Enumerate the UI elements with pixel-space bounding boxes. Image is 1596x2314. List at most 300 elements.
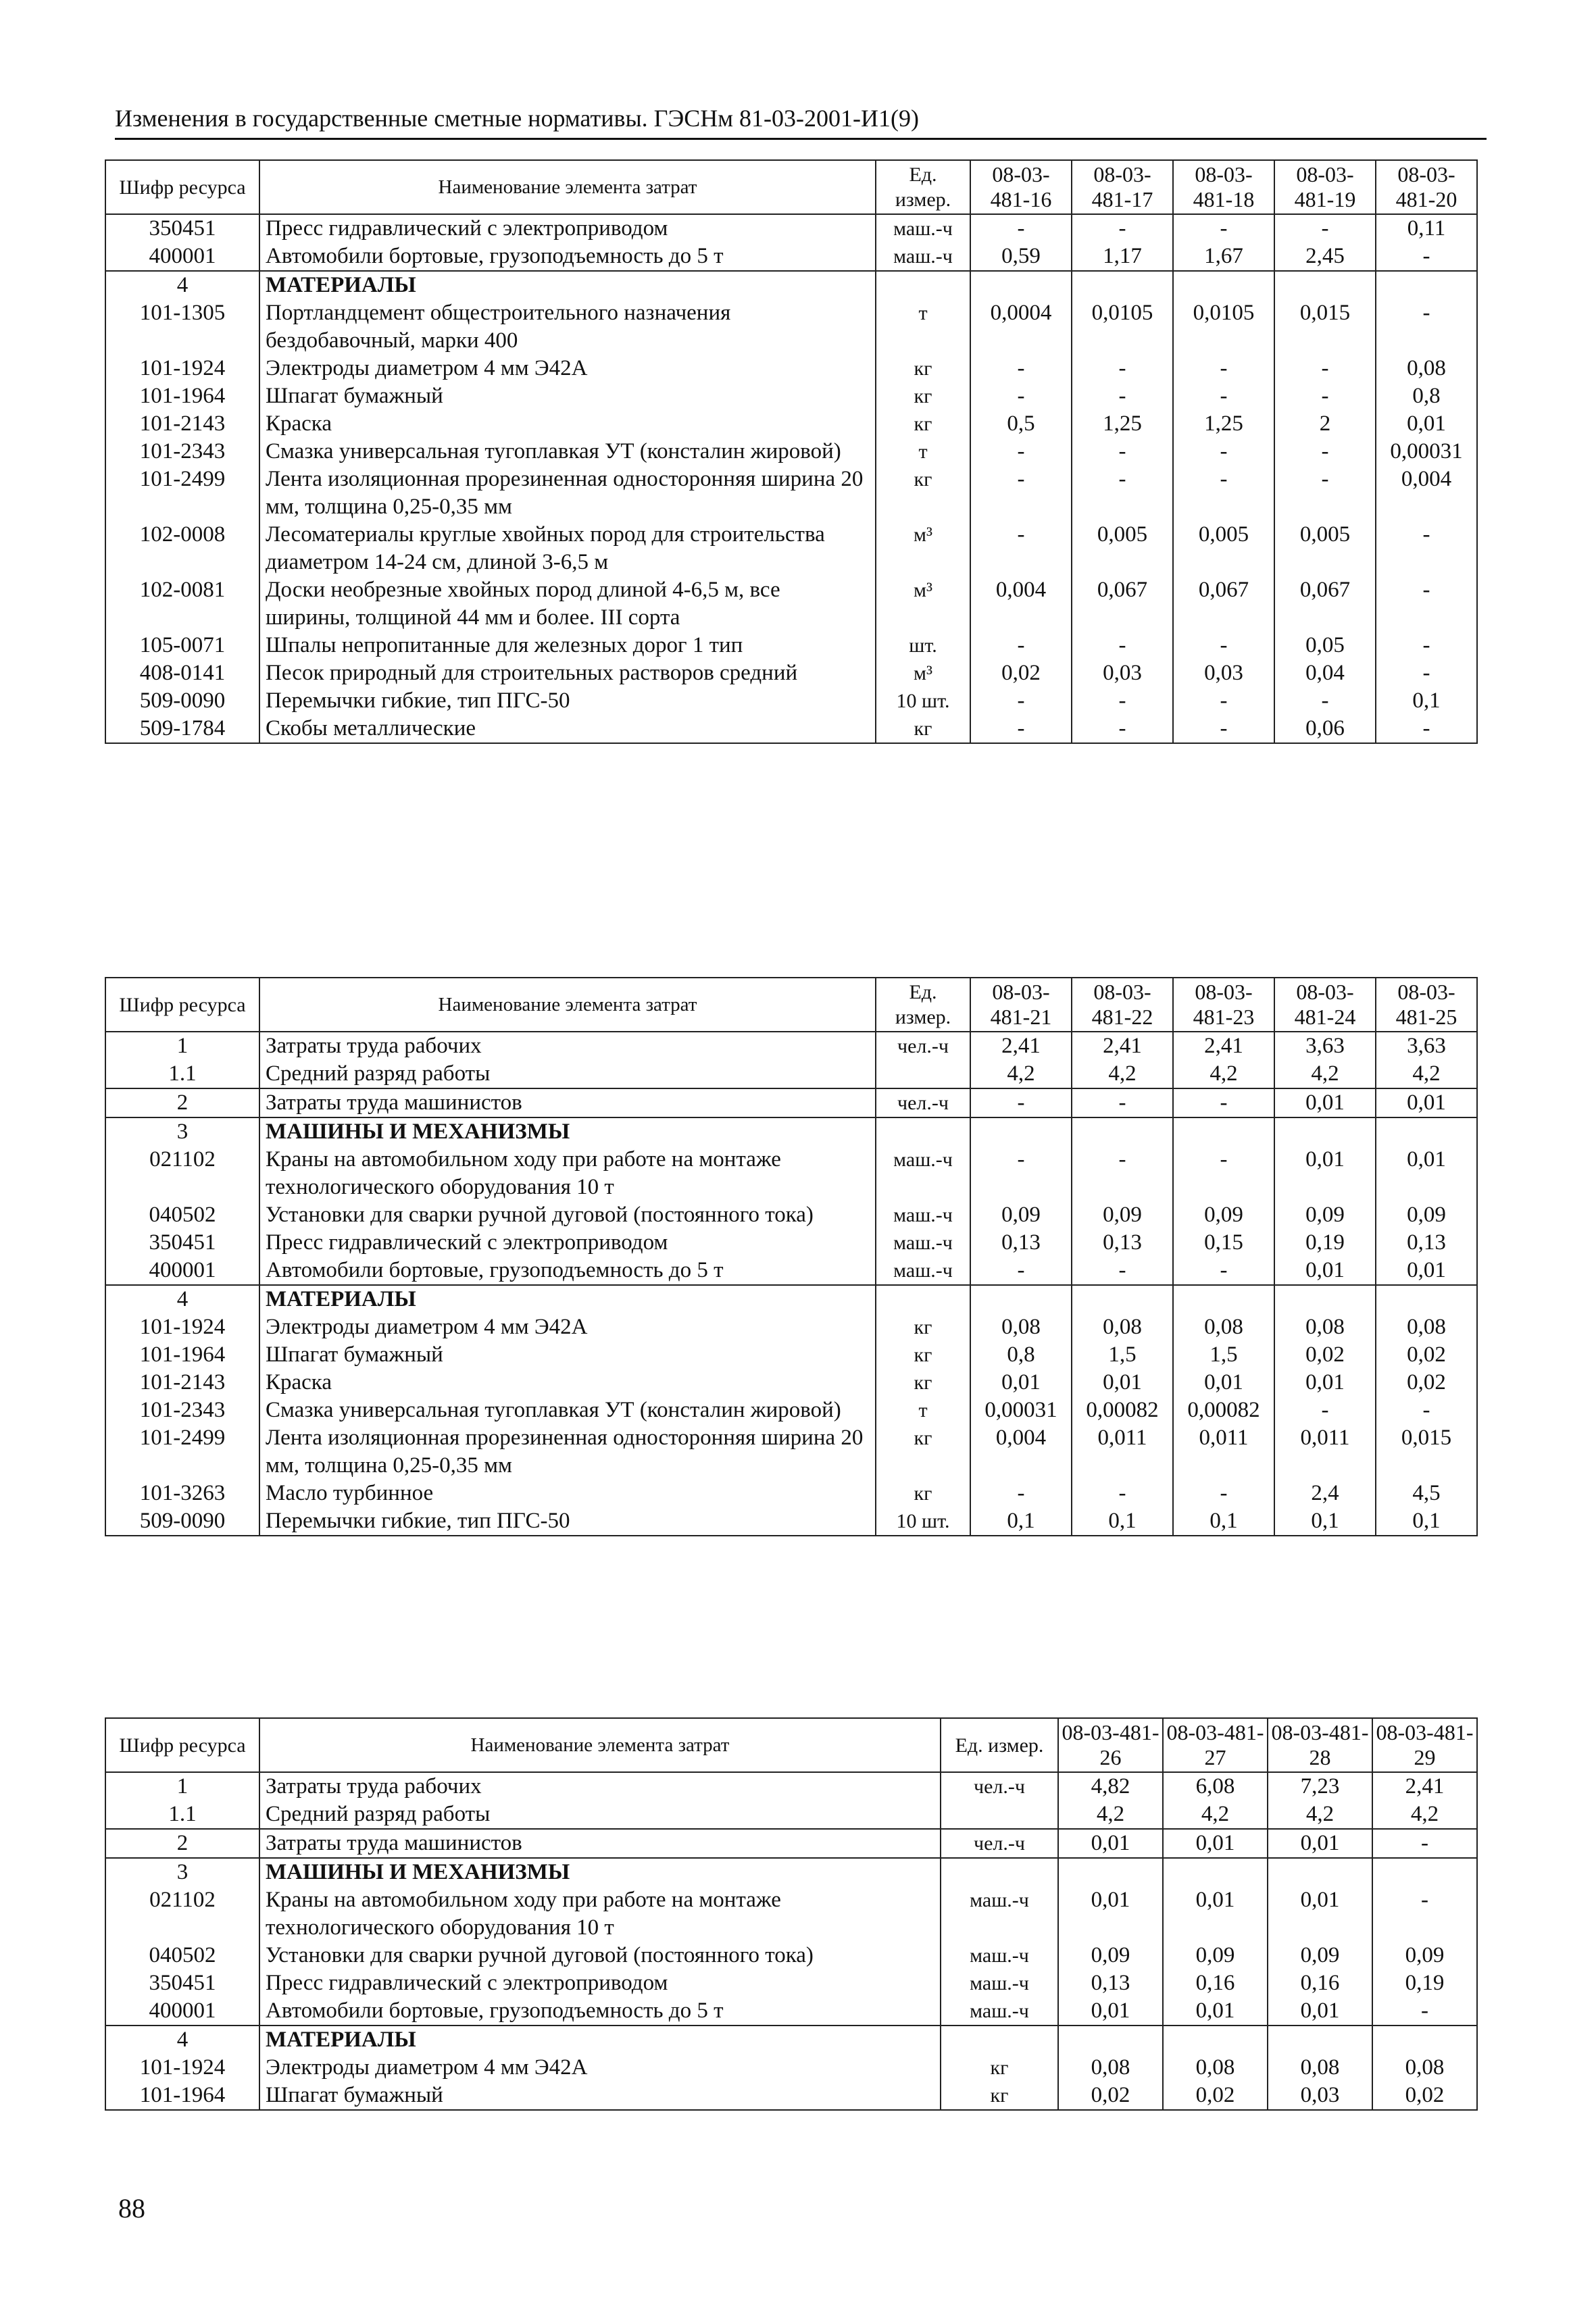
header-norm-code: 08-03-481-19: [1274, 160, 1376, 214]
norm-value: -: [1173, 1146, 1274, 1201]
norm-value: 0,11: [1376, 214, 1477, 243]
resource-table-3: [105, 1717, 1478, 2111]
unit: маш.-ч: [941, 1886, 1058, 1942]
norm-value: [1173, 1117, 1274, 1146]
norm-value: 0,16: [1268, 1969, 1372, 1997]
norm-value: -: [1173, 1257, 1274, 1285]
section-title: МАТЕРИАЛЫ: [259, 1285, 876, 1313]
norm-value: 0,01: [1163, 1829, 1268, 1858]
unit: [876, 1285, 970, 1313]
resource-code: 2: [105, 1088, 259, 1117]
unit: кг: [876, 1424, 970, 1480]
element-name: Пресс гидравлический с электроприводом: [259, 214, 876, 243]
resource-code: 509-0090: [105, 1507, 259, 1536]
norm-value: -: [1372, 1997, 1477, 2026]
norm-value: 0,13: [1376, 1229, 1477, 1257]
unit: кг: [876, 355, 970, 382]
norm-value: 0,004: [1376, 466, 1477, 521]
element-name: Шпагат бумажный: [259, 382, 876, 410]
norm-value: 0,03: [1072, 659, 1173, 687]
norm-value: -: [970, 466, 1072, 521]
norm-value: 0,004: [970, 576, 1072, 632]
norm-value: 0,005: [1274, 521, 1376, 576]
element-name: Средний разряд работы: [259, 1801, 941, 1829]
element-name: Средний разряд работы: [259, 1060, 876, 1088]
table-row: [105, 214, 1477, 243]
table-row: [105, 1229, 1477, 1257]
table-row: [105, 382, 1477, 410]
resource-code: 2: [105, 1829, 259, 1858]
norm-value: 2,41: [1173, 1032, 1274, 1060]
norm-value: 0,011: [1173, 1424, 1274, 1480]
unit: кг: [876, 1480, 970, 1507]
header-norm-code: 08-03-481-21: [970, 978, 1072, 1032]
unit: кг: [876, 466, 970, 521]
norm-value: 0,02: [1058, 2082, 1163, 2110]
norm-value: -: [1072, 214, 1173, 243]
table-row: [105, 1032, 1477, 1060]
norm-value: [1072, 1117, 1173, 1146]
norm-value: -: [970, 1088, 1072, 1117]
norm-value: 0,8: [1376, 382, 1477, 410]
norm-value: -: [1072, 687, 1173, 715]
norm-value: 0,09: [1274, 1201, 1376, 1229]
header-norm-code: 08-03-481-27: [1163, 1718, 1268, 1772]
norm-value: -: [1072, 355, 1173, 382]
norm-value: 0,015: [1274, 299, 1376, 355]
norm-value: [970, 1117, 1072, 1146]
header-norm-code: 08-03-481-16: [970, 160, 1072, 214]
header-unit: Ед. измер.: [876, 978, 970, 1032]
norm-value: 0,13: [1058, 1969, 1163, 1997]
norm-value: -: [970, 715, 1072, 743]
table-row: [105, 466, 1477, 521]
unit: м³: [876, 576, 970, 632]
resource-code: 408-0141: [105, 659, 259, 687]
element-name: Перемычки гибкие, тип ПГС-50: [259, 1507, 876, 1536]
resource-code: 101-2143: [105, 410, 259, 438]
element-name: Скобы металлические: [259, 715, 876, 743]
element-name: Краны на автомобильном ходу при работе на монтаже технологического оборудования 10 т: [259, 1146, 876, 1201]
norm-value: 0,01: [1376, 1257, 1477, 1285]
norm-value: 0,08: [1376, 1313, 1477, 1341]
norm-value: -: [1274, 1397, 1376, 1424]
unit: [876, 1060, 970, 1088]
table-row: [105, 659, 1477, 687]
norm-value: 0,5: [970, 410, 1072, 438]
resource-code: 4: [105, 271, 259, 299]
norm-value: 0,09: [1376, 1201, 1477, 1229]
norm-value: 0,15: [1173, 1229, 1274, 1257]
norm-value: -: [970, 1480, 1072, 1507]
norm-value: -: [1274, 438, 1376, 466]
resource-code: 3: [105, 1858, 259, 1886]
element-name: Лента изоляционная прорезиненная односторонняя ширина 20 мм, толщина 0,25-0,35 мм: [259, 1424, 876, 1480]
norm-value: [1274, 1285, 1376, 1313]
norm-value: 0,1: [1173, 1507, 1274, 1536]
table-row: [105, 1146, 1477, 1201]
unit: маш.-ч: [876, 1146, 970, 1201]
norm-value: [1058, 1858, 1163, 1886]
header-norm-code: 08-03-481-20: [1376, 160, 1477, 214]
norm-value: 0,0105: [1173, 299, 1274, 355]
element-name: Пресс гидравлический с электроприводом: [259, 1229, 876, 1257]
norm-value: [1274, 271, 1376, 299]
norm-value: 2: [1274, 410, 1376, 438]
norm-value: -: [1173, 632, 1274, 659]
table-row: [105, 438, 1477, 466]
norm-value: 0,01: [1376, 1088, 1477, 1117]
norm-value: 0,13: [970, 1229, 1072, 1257]
norm-value: 0,1: [970, 1507, 1072, 1536]
unit: м³: [876, 521, 970, 576]
header-resource-code: Шифр ресурса: [105, 160, 259, 214]
table-row: [105, 1942, 1477, 1969]
norm-value: -: [1372, 1829, 1477, 1858]
element-name: Затраты труда машинистов: [259, 1829, 941, 1858]
element-name: Песок природный для строительных растворов средний: [259, 659, 876, 687]
section-title: МАШИНЫ И МЕХАНИЗМЫ: [259, 1858, 941, 1886]
norm-value: -: [1072, 632, 1173, 659]
resource-code: 101-1964: [105, 2082, 259, 2110]
resource-code: 4: [105, 1285, 259, 1313]
element-name: Краска: [259, 410, 876, 438]
norm-value: 1,25: [1173, 410, 1274, 438]
element-name: Затраты труда машинистов: [259, 1088, 876, 1117]
unit: маш.-ч: [941, 1969, 1058, 1997]
norm-value: 0,02: [1376, 1369, 1477, 1397]
norm-value: 3,63: [1274, 1032, 1376, 1060]
table-row: [105, 1801, 1477, 1829]
norm-value: 0,01: [1163, 1997, 1268, 2026]
table-row: [105, 632, 1477, 659]
norm-value: 0,08: [1268, 2054, 1372, 2082]
norm-value: [1376, 1285, 1477, 1313]
table-row: [105, 355, 1477, 382]
resource-code: 400001: [105, 243, 259, 271]
norm-value: 0,09: [1163, 1942, 1268, 1969]
norm-value: 4,2: [1072, 1060, 1173, 1088]
norm-value: -: [970, 687, 1072, 715]
header-norm-code: 08-03-481-18: [1173, 160, 1274, 214]
norm-value: 0,01: [1072, 1369, 1173, 1397]
unit: кг: [876, 1369, 970, 1397]
table-row: [105, 1772, 1477, 1801]
element-name: Затраты труда рабочих: [259, 1772, 941, 1801]
unit: кг: [876, 1313, 970, 1341]
header-element-name: Наименование элемента затрат: [259, 978, 876, 1032]
norm-value: 0,01: [1274, 1088, 1376, 1117]
section-row: [105, 2026, 1477, 2054]
norm-value: 0,1: [1274, 1507, 1376, 1536]
norm-value: -: [1173, 1480, 1274, 1507]
norm-value: 0,08: [1372, 2054, 1477, 2082]
norm-value: 2,41: [1072, 1032, 1173, 1060]
resource-code: 350451: [105, 1229, 259, 1257]
norm-value: -: [1173, 355, 1274, 382]
norm-value: 0,19: [1274, 1229, 1376, 1257]
table-header-row: [105, 160, 1477, 214]
norm-value: 0,1: [1376, 1507, 1477, 1536]
table-row: [105, 1886, 1477, 1942]
norm-value: -: [1072, 382, 1173, 410]
norm-value: [1268, 2026, 1372, 2054]
table-row: [105, 521, 1477, 576]
unit: кг: [876, 715, 970, 743]
norm-value: [1372, 1858, 1477, 1886]
header-norm-code: 08-03-481-29: [1372, 1718, 1477, 1772]
norm-value: -: [1072, 715, 1173, 743]
resource-code: 102-0008: [105, 521, 259, 576]
header-norm-code: 08-03-481-28: [1268, 1718, 1372, 1772]
norm-value: 0,02: [1274, 1341, 1376, 1369]
norm-value: -: [1173, 466, 1274, 521]
norm-value: 0,13: [1072, 1229, 1173, 1257]
norm-value: -: [970, 438, 1072, 466]
resource-code: 101-1964: [105, 382, 259, 410]
table-row: [105, 576, 1477, 632]
norm-value: [1163, 2026, 1268, 2054]
norm-value: -: [1072, 466, 1173, 521]
norm-value: 1,5: [1173, 1341, 1274, 1369]
norm-value: 3,63: [1376, 1032, 1477, 1060]
resource-table-2: [105, 977, 1478, 1536]
norm-value: -: [1372, 1886, 1477, 1942]
norm-value: 0,011: [1072, 1424, 1173, 1480]
norm-value: 0,01: [1058, 1886, 1163, 1942]
page-header-title: Изменения в государственные сметные нормативы. ГЭСНм 81-03-2001-И1(9): [115, 105, 919, 132]
element-name: Доски необрезные хвойных пород длиной 4-6,5 м, все ширины, толщиной 44 мм и более. III сорта: [259, 576, 876, 632]
norm-value: -: [1376, 576, 1477, 632]
resource-code: 400001: [105, 1997, 259, 2026]
unit: [876, 271, 970, 299]
unit: 10 шт.: [876, 687, 970, 715]
unit: кг: [941, 2054, 1058, 2082]
norm-value: 0,09: [1372, 1942, 1477, 1969]
resource-code: 350451: [105, 1969, 259, 1997]
norm-value: [1173, 1285, 1274, 1313]
element-name: Портландцемент общестроительного назначения бездобавочный, марки 400: [259, 299, 876, 355]
header-element-name: Наименование элемента затрат: [259, 1718, 941, 1772]
resource-code: 1.1: [105, 1060, 259, 1088]
resource-code: 101-2343: [105, 438, 259, 466]
norm-value: 0,05: [1274, 632, 1376, 659]
norm-value: 0,08: [1058, 2054, 1163, 2082]
norm-value: 4,2: [1163, 1801, 1268, 1829]
resource-code: 040502: [105, 1942, 259, 1969]
element-name: Автомобили бортовые, грузоподъемность до 5 т: [259, 243, 876, 271]
resource-code: 1: [105, 1032, 259, 1060]
norm-value: -: [1376, 243, 1477, 271]
table-header-row: [105, 978, 1477, 1032]
resource-code: 101-3263: [105, 1480, 259, 1507]
norm-value: 4,82: [1058, 1772, 1163, 1801]
unit: маш.-ч: [876, 214, 970, 243]
unit: маш.-ч: [876, 243, 970, 271]
unit: чел.-ч: [941, 1829, 1058, 1858]
table-row: [105, 1969, 1477, 1997]
norm-value: 7,23: [1268, 1772, 1372, 1801]
norm-value: -: [1173, 438, 1274, 466]
section-title: МАТЕРИАЛЫ: [259, 271, 876, 299]
norm-value: 0,02: [970, 659, 1072, 687]
norm-value: 0,06: [1274, 715, 1376, 743]
resource-code: 101-2343: [105, 1397, 259, 1424]
norm-value: 0,04: [1274, 659, 1376, 687]
norm-value: -: [970, 214, 1072, 243]
norm-value: 0,08: [970, 1313, 1072, 1341]
page-number: 88: [118, 2193, 145, 2223]
norm-value: -: [1173, 214, 1274, 243]
resource-code: 101-1924: [105, 1313, 259, 1341]
norm-value: 0,01: [1274, 1257, 1376, 1285]
norm-value: 0,02: [1376, 1341, 1477, 1369]
norm-value: 0,015: [1376, 1424, 1477, 1480]
unit: [941, 1858, 1058, 1886]
element-name: Автомобили бортовые, грузоподъемность до 5 т: [259, 1997, 941, 2026]
element-name: Затраты труда рабочих: [259, 1032, 876, 1060]
norm-value: [1376, 271, 1477, 299]
element-name: Электроды диаметром 4 мм Э42А: [259, 2054, 941, 2082]
element-name: Шпалы непропитанные для железных дорог 1 тип: [259, 632, 876, 659]
norm-value: -: [1072, 1146, 1173, 1201]
norm-value: 4,2: [970, 1060, 1072, 1088]
section-row: [105, 1858, 1477, 1886]
norm-value: -: [1173, 382, 1274, 410]
norm-value: 0,01: [1058, 1997, 1163, 2026]
element-name: Лесоматериалы круглые хвойных пород для строительства диаметром 14-24 см, длиной 3-6,5 м: [259, 521, 876, 576]
norm-value: 0,01: [1376, 1146, 1477, 1201]
table-row: [105, 1480, 1477, 1507]
norm-value: 0,08: [1274, 1313, 1376, 1341]
header-element-name: Наименование элемента затрат: [259, 160, 876, 214]
resource-code: 102-0081: [105, 576, 259, 632]
header-norm-code: 08-03-481-26: [1058, 1718, 1163, 1772]
resource-code: 040502: [105, 1201, 259, 1229]
element-name: Лента изоляционная прорезиненная односторонняя ширина 20 мм, толщина 0,25-0,35 мм: [259, 466, 876, 521]
norm-value: 0,03: [1268, 2082, 1372, 2110]
norm-value: -: [1376, 659, 1477, 687]
header-unit: Ед. измер.: [941, 1718, 1058, 1772]
unit: 10 шт.: [876, 1507, 970, 1536]
norm-value: 2,4: [1274, 1480, 1376, 1507]
norm-value: 0,01: [1268, 1886, 1372, 1942]
unit: чел.-ч: [876, 1032, 970, 1060]
norm-value: [1058, 2026, 1163, 2054]
element-name: Установки для сварки ручной дуговой (постоянного тока): [259, 1942, 941, 1969]
norm-value: 0,067: [1274, 576, 1376, 632]
section-title: МАТЕРИАЛЫ: [259, 2026, 941, 2054]
norm-value: -: [1173, 687, 1274, 715]
norm-value: 0,16: [1163, 1969, 1268, 1997]
norm-value: 0,005: [1173, 521, 1274, 576]
norm-value: 0,09: [1072, 1201, 1173, 1229]
resource-code: 101-1924: [105, 2054, 259, 2082]
unit: т: [876, 299, 970, 355]
table-row: [105, 410, 1477, 438]
header-norm-code: 08-03-481-17: [1072, 160, 1173, 214]
resource-code: 3: [105, 1117, 259, 1146]
norm-value: 0,1: [1072, 1507, 1173, 1536]
resource-code: 021102: [105, 1146, 259, 1201]
norm-value: 0,067: [1072, 576, 1173, 632]
norm-value: 0,0105: [1072, 299, 1173, 355]
resource-code: 509-0090: [105, 687, 259, 715]
norm-value: 4,2: [1376, 1060, 1477, 1088]
table-row: [105, 1829, 1477, 1858]
table-row: [105, 687, 1477, 715]
unit: м³: [876, 659, 970, 687]
table-row: [105, 1201, 1477, 1229]
unit: кг: [941, 2082, 1058, 2110]
table-row: [105, 1369, 1477, 1397]
table-row: [105, 1341, 1477, 1369]
norm-value: -: [1376, 632, 1477, 659]
unit: маш.-ч: [876, 1201, 970, 1229]
norm-value: 0,19: [1372, 1969, 1477, 1997]
norm-value: [970, 1285, 1072, 1313]
table-row: [105, 2082, 1477, 2110]
unit: маш.-ч: [876, 1257, 970, 1285]
norm-value: 0,08: [1376, 355, 1477, 382]
norm-value: 1,17: [1072, 243, 1173, 271]
norm-value: [1072, 271, 1173, 299]
norm-value: 0,08: [1173, 1313, 1274, 1341]
norm-value: 0,005: [1072, 521, 1173, 576]
unit: [941, 1801, 1058, 1829]
resource-code: 101-2499: [105, 1424, 259, 1480]
element-name: Смазка универсальная тугоплавкая УТ (консталин жировой): [259, 438, 876, 466]
norm-value: 4,2: [1274, 1060, 1376, 1088]
norm-value: 0,00031: [970, 1397, 1072, 1424]
norm-value: -: [970, 1257, 1072, 1285]
norm-value: 0,03: [1173, 659, 1274, 687]
table-row: [105, 1313, 1477, 1341]
unit: чел.-ч: [941, 1772, 1058, 1801]
element-name: Перемычки гибкие, тип ПГС-50: [259, 687, 876, 715]
unit: кг: [876, 382, 970, 410]
table-row: [105, 1088, 1477, 1117]
resource-code: 105-0071: [105, 632, 259, 659]
norm-value: [970, 271, 1072, 299]
norm-value: 0,01: [1274, 1369, 1376, 1397]
table-header-row: [105, 1718, 1477, 1772]
norm-value: -: [1072, 438, 1173, 466]
table-row: [105, 1257, 1477, 1285]
unit: т: [876, 438, 970, 466]
norm-value: 0,08: [1163, 2054, 1268, 2082]
norm-value: 0,0004: [970, 299, 1072, 355]
table-row: [105, 1424, 1477, 1480]
resource-code: 101-1964: [105, 1341, 259, 1369]
element-name: Пресс гидравлический с электроприводом: [259, 1969, 941, 1997]
element-name: Масло турбинное: [259, 1480, 876, 1507]
norm-value: -: [1072, 1257, 1173, 1285]
norm-value: 4,2: [1058, 1801, 1163, 1829]
unit: маш.-ч: [941, 1997, 1058, 2026]
norm-value: 0,004: [970, 1424, 1072, 1480]
resource-code: 4: [105, 2026, 259, 2054]
norm-value: -: [1072, 1480, 1173, 1507]
unit: кг: [876, 410, 970, 438]
element-name: Краска: [259, 1369, 876, 1397]
norm-value: 0,01: [1376, 410, 1477, 438]
norm-value: [1173, 271, 1274, 299]
table-row: [105, 243, 1477, 271]
norm-value: [1376, 1117, 1477, 1146]
norm-value: [1274, 1117, 1376, 1146]
norm-value: 0,1: [1376, 687, 1477, 715]
